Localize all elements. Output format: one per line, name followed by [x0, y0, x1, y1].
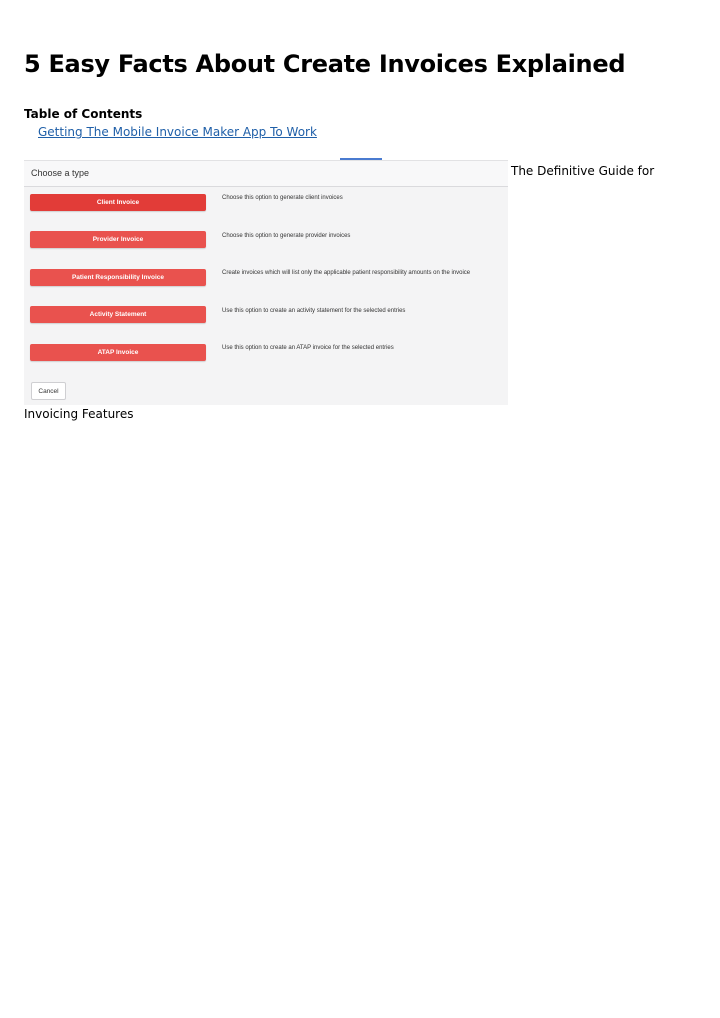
activity-statement-description: Use this option to create an activity statement for the selected entries: [222, 308, 406, 314]
section-text-invoicing-features: Invoicing Features: [24, 407, 134, 421]
choose-type-header: [24, 161, 508, 187]
client-invoice-description: Choose this option to generate client invoices: [222, 195, 343, 201]
patient-responsibility-invoice-button[interactable]: Patient Responsibility Invoice: [30, 269, 206, 286]
client-invoice-button[interactable]: Client Invoice: [30, 194, 206, 211]
toc-heading: Table of Contents: [24, 107, 143, 121]
choose-type-title: Choose a type: [31, 168, 90, 178]
toc-link-mobile-invoice-app[interactable]: Getting The Mobile Invoice Maker App To Work: [38, 125, 317, 139]
atap-invoice-button[interactable]: ATAP Invoice: [30, 344, 206, 361]
cancel-button[interactable]: Cancel: [31, 382, 66, 400]
page-title: 5 Easy Facts About Create Invoices Explained: [24, 50, 626, 78]
activity-statement-button[interactable]: Activity Statement: [30, 306, 206, 323]
atap-invoice-description: Use this option to create an ATAP invoice for the selected entries: [222, 345, 394, 351]
side-text: The Definitive Guide for: [511, 164, 655, 178]
provider-invoice-description: Choose this option to generate provider invoices: [222, 233, 351, 239]
patient-responsibility-invoice-description: Create invoices which will list only the applicable patient responsibility amounts on the invoice: [222, 270, 471, 276]
embedded-screenshot: [24, 160, 508, 405]
provider-invoice-button[interactable]: Provider Invoice: [30, 231, 206, 248]
